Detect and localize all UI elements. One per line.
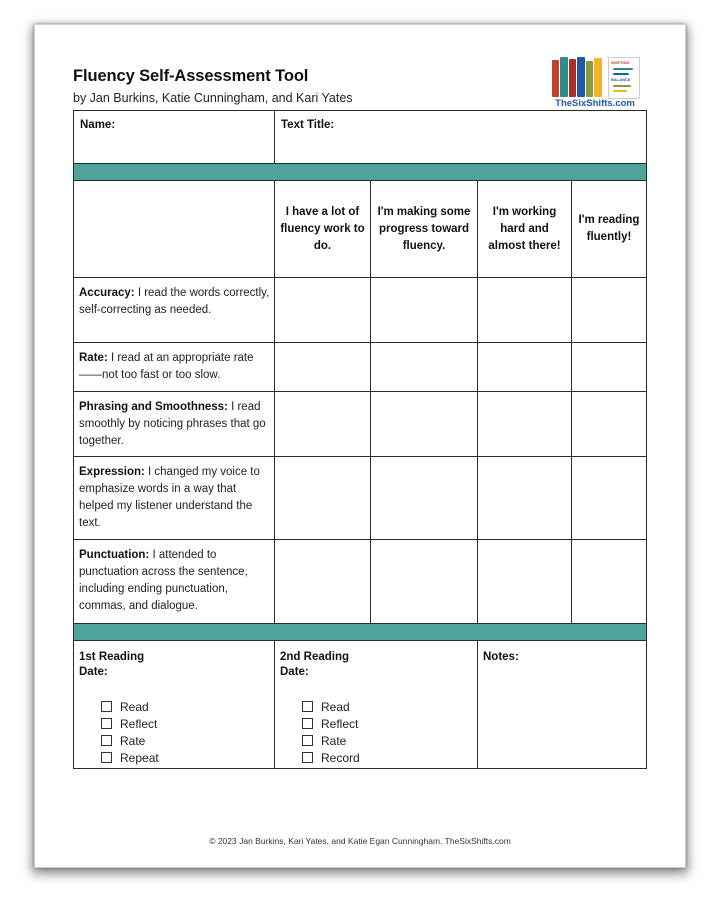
name-label: Name: bbox=[80, 119, 116, 131]
checklist-label: Reflect bbox=[321, 716, 359, 731]
criterion-desc: I read smoothly by noticing phrases that go together. bbox=[79, 401, 266, 447]
rating-cell[interactable] bbox=[478, 278, 572, 343]
criterion-title: Punctuation: bbox=[79, 549, 150, 561]
logo-book bbox=[560, 57, 568, 97]
logo-book bbox=[552, 60, 559, 97]
checkbox-icon[interactable] bbox=[101, 718, 112, 729]
first-reading-label: 1st Reading bbox=[79, 651, 145, 663]
criterion-row-accuracy bbox=[74, 278, 647, 343]
rating-cell[interactable] bbox=[275, 278, 371, 343]
reading-log-row bbox=[74, 641, 647, 769]
logo-book bbox=[594, 58, 602, 97]
logo-text: TheSixShifts.com bbox=[555, 98, 635, 109]
logo-card-word: SHIFTING bbox=[611, 60, 630, 65]
checklist-item[interactable] bbox=[101, 732, 269, 749]
second-reading-cell bbox=[275, 641, 478, 769]
copyright-footer: © 2023 Jan Burkins, Kari Yates, and Katie Egan Cunningham. TheSixShifts.com bbox=[209, 836, 511, 846]
criterion-cell bbox=[74, 343, 275, 392]
name-field[interactable] bbox=[74, 111, 275, 164]
rating-cell[interactable] bbox=[275, 540, 371, 624]
page-title: Fluency Self-Assessment Tool bbox=[73, 67, 309, 85]
scale-level-4: I'm reading fluently! bbox=[572, 181, 647, 278]
criterion-cell bbox=[74, 392, 275, 457]
teal-band bbox=[74, 624, 647, 641]
text-title-field[interactable] bbox=[275, 111, 647, 164]
logo-card-word: BALANCE bbox=[611, 77, 631, 82]
checklist-item[interactable] bbox=[101, 749, 269, 766]
checkbox-icon[interactable] bbox=[302, 701, 313, 712]
checkbox-icon[interactable] bbox=[101, 752, 112, 763]
logo-card-line bbox=[613, 68, 633, 70]
teal-divider bbox=[74, 164, 647, 181]
second-reading-checklist bbox=[280, 698, 472, 766]
criterion-row-phrasing bbox=[74, 392, 647, 457]
logo bbox=[552, 57, 638, 109]
logo-book bbox=[569, 59, 576, 97]
second-reading-label: 2nd Reading bbox=[280, 651, 350, 663]
rating-cell[interactable] bbox=[371, 278, 478, 343]
checkbox-icon[interactable] bbox=[302, 735, 313, 746]
criterion-desc: I attended to punctuation across the sentence, including ending punctuation, commas, and dialogue. bbox=[79, 549, 248, 612]
checklist-label: Read bbox=[120, 699, 149, 714]
teal-divider bbox=[74, 624, 647, 641]
rating-cell[interactable] bbox=[572, 343, 647, 392]
criterion-title: Expression: bbox=[79, 466, 145, 478]
rating-cell[interactable] bbox=[371, 540, 478, 624]
rating-cell[interactable] bbox=[478, 540, 572, 624]
checklist-label: Reflect bbox=[120, 716, 158, 731]
rating-cell[interactable] bbox=[572, 392, 647, 457]
checkbox-icon[interactable] bbox=[302, 752, 313, 763]
assessment-table bbox=[73, 110, 647, 769]
criterion-row-expression bbox=[74, 457, 647, 540]
logo-card-line bbox=[613, 85, 631, 87]
logo-book bbox=[586, 61, 593, 97]
text-title-label: Text Title: bbox=[281, 119, 335, 131]
notes-cell[interactable] bbox=[478, 641, 647, 769]
rating-cell[interactable] bbox=[478, 343, 572, 392]
checklist-label: Rate bbox=[321, 733, 347, 748]
checklist-item[interactable] bbox=[302, 732, 472, 749]
criterion-cell bbox=[74, 540, 275, 624]
criterion-title: Accuracy: bbox=[79, 287, 135, 299]
rating-cell[interactable] bbox=[275, 457, 371, 540]
criterion-desc: I read at an appropriate rate——not too fast or too slow. bbox=[79, 352, 254, 381]
criterion-row-rate bbox=[74, 343, 647, 392]
scale-header-row bbox=[74, 181, 647, 278]
checkbox-icon[interactable] bbox=[101, 701, 112, 712]
criterion-cell bbox=[74, 278, 275, 343]
teal-band bbox=[74, 164, 647, 181]
name-row bbox=[74, 111, 647, 164]
checklist-label: Repeat bbox=[120, 750, 159, 765]
first-reading-date-label[interactable]: Date: bbox=[79, 666, 108, 678]
checkbox-icon[interactable] bbox=[302, 718, 313, 729]
logo-card-line bbox=[613, 73, 629, 75]
criterion-row-punctuation bbox=[74, 540, 647, 624]
scale-level-3: I'm working hard and almost there! bbox=[478, 181, 572, 278]
criterion-desc: I read the words correctly, self-correcting as needed. bbox=[79, 287, 270, 316]
checklist-item[interactable] bbox=[302, 749, 472, 766]
rating-cell[interactable] bbox=[572, 540, 647, 624]
criterion-desc: I changed my voice to emphasize words in a way that helped my listener understand the text. bbox=[79, 466, 260, 529]
rating-cell[interactable] bbox=[371, 457, 478, 540]
rating-cell[interactable] bbox=[572, 457, 647, 540]
rating-cell[interactable] bbox=[572, 278, 647, 343]
rating-cell[interactable] bbox=[478, 392, 572, 457]
checklist-item[interactable] bbox=[101, 715, 269, 732]
checklist-item[interactable] bbox=[302, 698, 472, 715]
rating-cell[interactable] bbox=[275, 392, 371, 457]
checklist-item[interactable] bbox=[302, 715, 472, 732]
rating-cell[interactable] bbox=[371, 392, 478, 457]
notes-label: Notes: bbox=[483, 651, 519, 663]
checklist-item[interactable] bbox=[101, 698, 269, 715]
checkbox-icon[interactable] bbox=[101, 735, 112, 746]
checklist-label: Record bbox=[321, 750, 360, 765]
logo-card bbox=[608, 57, 640, 99]
criterion-title: Phrasing and Smoothness: bbox=[79, 401, 228, 413]
scale-level-2: I'm making some progress toward fluency. bbox=[371, 181, 478, 278]
first-reading-cell bbox=[74, 641, 275, 769]
rating-cell[interactable] bbox=[275, 343, 371, 392]
worksheet-page bbox=[34, 24, 686, 868]
criterion-cell bbox=[74, 457, 275, 540]
second-reading-date-label[interactable]: Date: bbox=[280, 666, 309, 678]
empty-corner-cell bbox=[74, 181, 275, 278]
byline: by Jan Burkins, Katie Cunningham, and Kari Yates bbox=[73, 91, 353, 105]
rating-cell[interactable] bbox=[478, 457, 572, 540]
logo-book bbox=[577, 57, 585, 97]
checklist-label: Read bbox=[321, 699, 350, 714]
checklist-label: Rate bbox=[120, 733, 146, 748]
logo-card-line bbox=[613, 90, 627, 92]
scale-level-1: I have a lot of fluency work to do. bbox=[275, 181, 371, 278]
rating-cell[interactable] bbox=[371, 343, 478, 392]
criterion-title: Rate: bbox=[79, 352, 108, 364]
first-reading-checklist bbox=[79, 698, 269, 766]
